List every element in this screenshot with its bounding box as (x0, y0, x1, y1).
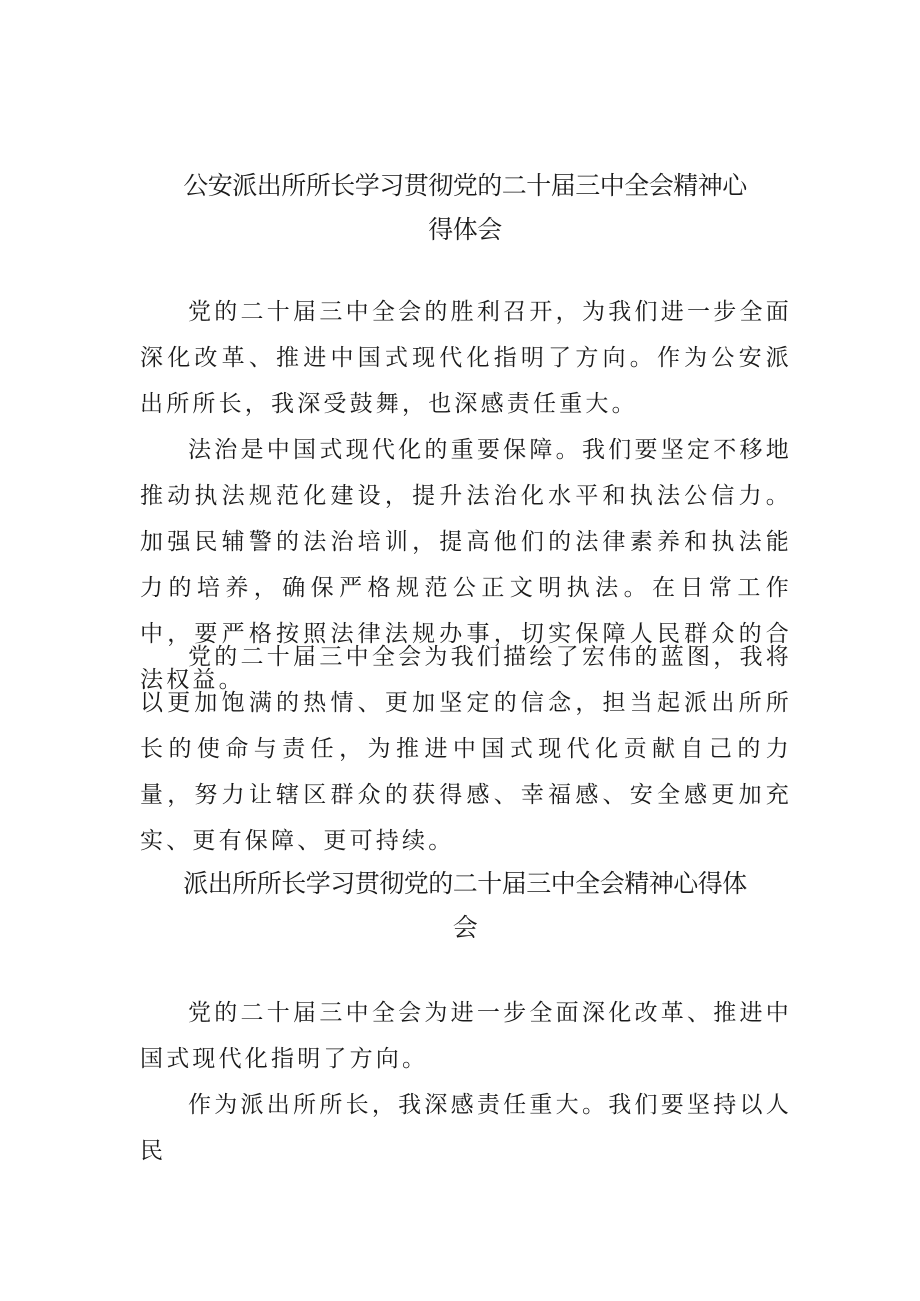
article-2-title-line-1: 派出所所长学习贯彻党的二十届三中全会精神心得体 (183, 869, 747, 898)
article-2-title-line-2: 会 (452, 913, 478, 942)
article-1-title-line-2: 得体会 (428, 215, 502, 244)
article-1-paragraph-2: 法治是中国式现代化的重要保障。我们要坚定不移地推动执法规范化建设，提升法治化水平和执法公信力。加强民辅警的法治培训，提高他们的法律素养和执法能力的培养，确保严格规范公正文明执法。在日常工作中，要严格按照法律法规办事，切实保障人民群众的合法权益。 (140, 437, 792, 693)
article-2-paragraph-1: 党的二十届三中全会为进一步全面深化改革、推进中国式现代化指明了方向。 (140, 1000, 792, 1072)
article-1-paragraph-1: 党的二十届三中全会的胜利召开，为我们进一步全面深化改革、推进中国式现代化指明了方向。作为公安派出所所长，我深受鼓舞，也深感责任重大。 (140, 299, 792, 417)
article-1-title (140, 164, 790, 252)
article-2-paragraph-2: 作为派出所所长，我深感责任重大。我们要坚持以人民 (140, 1092, 792, 1164)
article-1-title-line-1: 公安派出所所长学习贯彻党的二十届三中全会精神心 (183, 171, 747, 200)
article-2-title (140, 862, 790, 950)
article-1-paragraph-3: 党的二十届三中全会为我们描绘了宏伟的蓝图，我将以更加饱满的热情、更加坚定的信念，担当起派出所所长的使命与责任，为推进中国式现代化贡献自己的力量，努力让辖区群众的获得感、幸福感、安全感更加充实、更有保障、更可持续。 (140, 644, 792, 854)
